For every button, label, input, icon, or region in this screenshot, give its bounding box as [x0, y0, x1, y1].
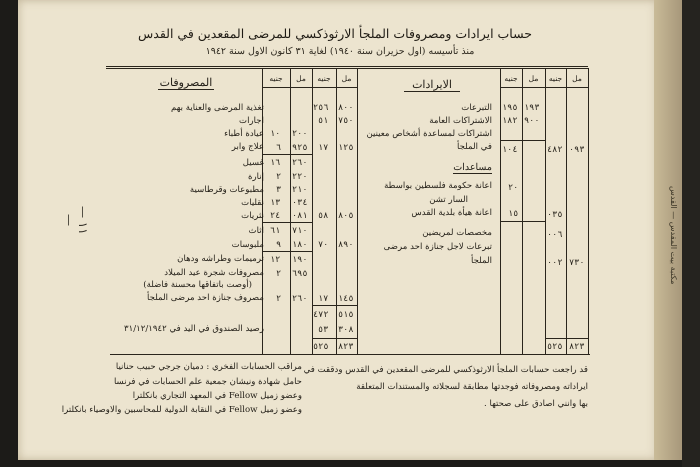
rev-col-line: [566, 68, 567, 354]
expense-group-total-mil: ١٢٥: [338, 143, 354, 153]
aid-label: السار تشن: [429, 195, 468, 205]
expense-mil: ١٨٠: [292, 240, 308, 250]
aid-rule: [500, 221, 545, 222]
expense-mil: ٢٢٠: [292, 172, 308, 182]
expense-grand-total-mil: ٨٢٣: [338, 342, 354, 352]
expense-label: ملبوسات: [231, 240, 264, 250]
library-stamp: مكتبة بيت المقدس — القدس: [669, 185, 678, 285]
document-subtitle: منذ تأسيسه (اول حزيران سنة ١٩٤٠) لغاية ٣١ كانون الاول سنة ١٩٤٢: [205, 46, 475, 57]
expense-subtotal-rule: [312, 305, 357, 306]
aid-heading: مساعدات: [453, 162, 492, 173]
aid-total-pound: ٠٣٥: [547, 210, 563, 220]
aid-pound: ١٥: [508, 209, 519, 219]
allocation-label: تبرعات لاجل جنازة احد مرضى: [383, 242, 492, 252]
aid-pound: ٢٠: [508, 183, 519, 193]
expense-grand-total-pound: ٥٢٥: [313, 342, 329, 352]
rev-col-line: [522, 68, 523, 354]
expense-label: ترميمات وطراشه ودهان: [177, 254, 264, 264]
revenue-grand-total-mil: ٨٢٣: [569, 342, 585, 352]
expense-pound: ١٢: [270, 255, 281, 265]
auditor-line: حامل شهادة ونيشان جمعية علم الحسابات في فرنسا: [113, 377, 302, 387]
page-edge: [682, 0, 700, 467]
exp-col-line: [357, 68, 358, 354]
table-top-rule: [106, 66, 588, 67]
exp-col-line: [336, 68, 337, 354]
revenue-label: التبرعات: [461, 103, 492, 113]
revenue-grand-total-pound: ٥٢٥: [547, 342, 563, 352]
cash-balance-mil: ٣٠٨: [338, 325, 354, 335]
expense-group-total-pound: ١٧: [318, 294, 329, 304]
expense-label: مصروف جنازة احد مرضى الملجأ: [147, 293, 264, 303]
expenses-heading: المصروفات: [159, 76, 213, 89]
expense-mil: ٢٠٠: [292, 129, 308, 139]
revenues-heading: الايرادات: [404, 78, 460, 92]
expense-group-total-pound: ١٧: [318, 143, 329, 153]
revenue-pound: ١٩٥: [502, 103, 518, 113]
revenue-rule: [500, 140, 545, 141]
exp-header-mil: مل: [296, 74, 306, 83]
page-number: — ١١ —: [62, 205, 90, 235]
expense-rule: [262, 222, 312, 223]
rev-header-pound: جنيه: [504, 74, 518, 83]
certification-line: ايراداته ومصروفاته فوجدتها مطابقة لسجلاته والمستندات المتعلقة: [356, 382, 588, 392]
revenue-subtotal-pound: ٤٨٢: [547, 145, 563, 155]
expense-label: تغذية المرضى والعناية بهم: [170, 103, 264, 113]
document-title: حساب ايرادات ومصروفات الملجأ الارثوذكسي للمرضى المقعدين في القدس: [138, 26, 532, 41]
expense-label: غسيل: [242, 158, 264, 168]
expense-mil: ٦٩٥: [292, 269, 308, 279]
expense-label: مصروفات شجرة عيد الميلاد: [164, 268, 264, 278]
expense-group-total-pound: ٧٠: [318, 240, 329, 250]
auditor-line: وعضو زميل Fellow في النقابة الدولية للمحاسبين والاوصياء بانكلترا: [61, 405, 302, 415]
expense-pound: ١٣: [270, 198, 281, 208]
expense-pound: ٢٥٦: [313, 103, 329, 113]
expense-label: إنارة: [247, 172, 264, 182]
revenue-label: في الملجأ: [457, 142, 492, 152]
expense-pound: ٥١: [318, 116, 329, 126]
expense-label: اجارات: [239, 116, 264, 126]
rev-header-pound: جنيه: [548, 74, 563, 83]
expense-pound: ٢٤: [270, 211, 281, 221]
expense-pound: ٦: [276, 143, 282, 153]
expense-group-total-mil: ١٤٥: [338, 294, 354, 304]
expense-group-total-mil: ٨٩٠: [338, 240, 354, 250]
certification-line: بها وانني اصادق على صحتها .: [484, 399, 588, 409]
expense-label: عيادة أطباء: [224, 129, 264, 139]
allocation-pound: ٠٠٢: [547, 258, 563, 268]
cash-balance-label: رصيد الصندوق في اليد في ٣١/١٢/١٩٤٢: [124, 324, 264, 334]
expense-rule: [262, 154, 312, 155]
expense-pound: ١٦: [270, 158, 281, 168]
rev-col-line: [545, 68, 546, 354]
revenue-mil: ٩٠٠: [524, 116, 540, 126]
expense-group-total-pound: ٥٨: [318, 211, 329, 221]
expense-pound: ٢: [276, 172, 282, 182]
expense-pound: ١٠: [270, 129, 281, 139]
certification-line: قد راجعت حسابات الملجأ الارثوذكسي للمرضى المقعدين في القدس ودققت في: [303, 365, 588, 375]
allocation-label: الملجأ: [471, 256, 492, 266]
expense-pound: ٦١: [270, 226, 281, 236]
expense-label: (أوصت باتفاقها محسنة فاضلة): [143, 280, 252, 290]
expense-label: مطبوعات وقرطاسية: [189, 185, 264, 195]
aid-label: اعانة هيأة بلدية القدس: [411, 208, 492, 218]
revenue-pound: ١٨٢: [502, 116, 518, 126]
aid-label: اعانة حكومة فلسطين بواسطة: [384, 181, 492, 191]
expense-mil: ٢٦٠: [292, 294, 308, 304]
expense-mil: ٧٥٠: [338, 116, 354, 126]
rev-header-rule: [500, 87, 588, 88]
allocation-label: مخصصات لمريضين: [422, 228, 492, 238]
allocation-pound: ٠٠٦: [547, 230, 563, 240]
expense-pound: ٣: [276, 185, 282, 195]
expense-pound: ٢: [276, 294, 282, 304]
rev-header-mil: مل: [572, 74, 582, 83]
revenue-label: الاشتراكات العامة: [429, 116, 492, 126]
revenue-pound: ١٠٤: [502, 145, 518, 155]
revenue-total-rule: [545, 338, 588, 339]
allocation-mil: ٧٣٠: [569, 258, 585, 268]
exp-header-rule: [262, 87, 358, 88]
expense-mil: ١٩٠: [292, 255, 308, 265]
expense-mil: ٢١٠: [292, 185, 308, 195]
rev-header-mil: مل: [528, 74, 539, 83]
revenue-subtotal-mil: ٠٩٣: [569, 145, 585, 155]
expense-subtotal-mil: ٥١٥: [338, 310, 354, 320]
table-bottom-rule: [110, 354, 590, 355]
auditor-line: مراقب الحسابات الفخري : دميان جرجي حبيب حنانيا: [115, 362, 302, 372]
exp-header-mil: مل: [341, 74, 352, 83]
exp-header-pound: جنيه: [317, 74, 331, 83]
expense-total-rule: [312, 338, 357, 339]
expense-mil: ٧١٠: [292, 226, 308, 236]
table-top-rule-2: [106, 68, 588, 69]
expense-subtotal-pound: ٤٧٢: [313, 310, 329, 320]
auditor-line: وعضو زميل Fellow في المعهد التجاري بانكلترا: [132, 391, 302, 401]
revenue-label: اشتراكات لمساعدة أشخاص معينين: [366, 129, 492, 139]
expense-mil: ٨٠٠: [338, 103, 354, 113]
expense-label: نثريات: [241, 211, 264, 221]
revenue-mil: ١٩٣: [524, 103, 540, 113]
expense-label: علاج وابر: [231, 142, 264, 152]
expense-label: نقليات: [241, 198, 264, 208]
rev-col-line: [588, 68, 589, 354]
exp-col-line: [290, 68, 291, 354]
expense-mil: ٢٦٠: [292, 158, 308, 168]
expense-label: اثاث: [248, 226, 264, 236]
cash-balance-pound: ٥٣: [318, 325, 329, 335]
expense-mil: ٠٣٤: [292, 198, 308, 208]
expense-group-total-mil: ٨٠٥: [338, 211, 354, 221]
expense-pound: ٩: [276, 240, 282, 250]
exp-header-pound: جنيه: [269, 74, 283, 83]
expense-mil: ٩٢٥: [292, 143, 308, 153]
expense-pound: ٢: [276, 269, 282, 279]
expense-rule: [262, 251, 312, 252]
rev-col-line: [500, 68, 501, 354]
expense-mil: ٠٨١: [292, 211, 308, 221]
